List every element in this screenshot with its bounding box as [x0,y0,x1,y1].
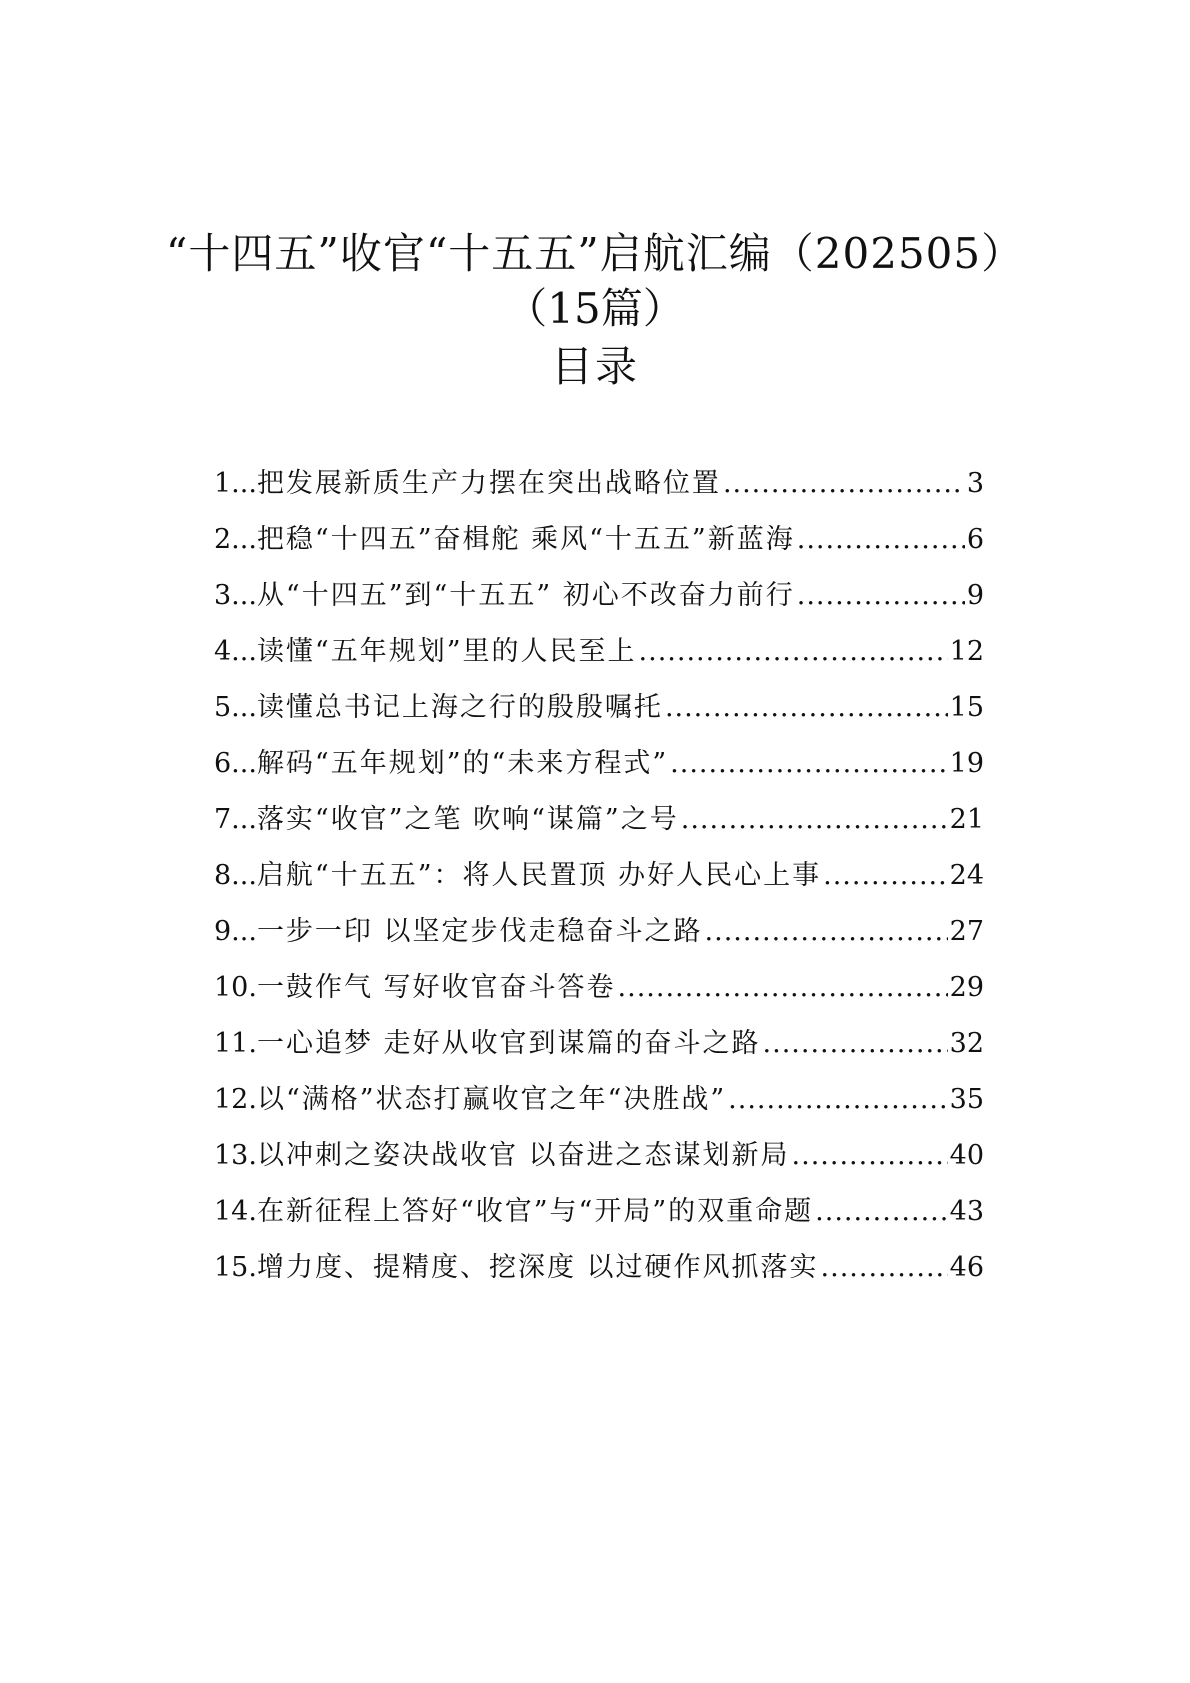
title-block [0,226,1190,398]
toc-entry-title: 启航“十五五”：将人民置顶 办好人民心上事 [256,860,822,891]
toc-entry[interactable] [214,1128,984,1184]
toc-entry-number: 1... [214,468,257,499]
toc-entry-title: 一鼓作气 写好收官奋斗答卷 [256,972,616,1003]
toc-entry-page-number: 40 [949,1140,984,1171]
toc-entry-page-number: 19 [949,748,984,779]
toc-entry-title: 在新征程上答好“收官”与“开局”的双重命题 [256,1196,814,1227]
toc-entry[interactable] [214,680,984,736]
toc-dot-leader [821,1240,948,1296]
toc-dot-leader [618,960,948,1016]
toc-heading: 目录 [550,342,639,391]
toc-entry-number: 4... [214,636,257,667]
toc-dot-leader [705,904,948,960]
toc-entry[interactable] [214,792,984,848]
document-title: “十四五”收官“十五五”启航汇编（202505） [165,229,1025,278]
toc-entry-title: 从“十四五”到“十五五” 初心不改奋力前行 [256,580,795,611]
toc-entry-number: 6... [214,748,257,779]
toc-entry-title: 一步一印 以坚定步伐走稳奋斗之路 [256,916,703,947]
toc-dot-leader [763,1016,948,1072]
toc-entry[interactable] [214,456,984,512]
toc-entry[interactable] [214,736,984,792]
toc-entry[interactable] [214,960,984,1016]
toc-entry-title: 以“满格”状态打赢收官之年“决胜战” [256,1084,727,1115]
toc-entry[interactable] [214,624,984,680]
toc-entry-page-number: 12 [949,636,984,667]
toc-entry-title: 解码“五年规划”的“未来方程式” [256,748,669,779]
toc-entry-number: 11. [214,1028,257,1059]
toc-entry-title: 读懂总书记上海之行的殷殷嘱托 [256,692,663,723]
toc-entry-page-number: 35 [949,1084,984,1115]
toc-entry-page-number: 21 [949,804,984,835]
toc-entry[interactable] [214,904,984,960]
toc-entry-number: 15. [214,1252,257,1283]
toc-entry-number: 14. [214,1196,257,1227]
toc-entry-number: 8... [214,860,257,891]
toc-dot-leader [792,1128,948,1184]
document-subtitle: （15篇） [505,284,685,333]
toc-entry-number: 3... [214,580,257,611]
toc-entry-title: 增力度、提精度、挖深度 以过硬作风抓落实 [256,1252,819,1283]
toc-entry-page-number: 32 [949,1028,984,1059]
toc-entry-number: 9... [214,916,257,947]
toc-dot-leader [823,848,948,904]
toc-entry[interactable] [214,1016,984,1072]
table-of-contents [214,456,984,1296]
toc-dot-leader [681,792,948,848]
toc-entry-title: 一心追梦 走好从收官到谋篇的奋斗之路 [256,1028,761,1059]
toc-entry[interactable] [214,1240,984,1296]
toc-entry-page-number: 15 [949,692,984,723]
toc-entry[interactable] [214,568,984,624]
toc-entry-page-number: 6 [966,524,984,555]
toc-dot-leader [723,456,965,512]
toc-entry-page-number: 27 [949,916,984,947]
toc-entry-number: 13. [214,1140,257,1171]
toc-entry-number: 7... [214,804,257,835]
toc-dot-leader [639,624,948,680]
toc-dot-leader [815,1184,947,1240]
toc-entry[interactable] [214,1072,984,1128]
toc-entry-title: 以冲刺之姿决战收官 以奋进之态谋划新局 [256,1140,790,1171]
toc-dot-leader [670,736,947,792]
toc-entry[interactable] [214,1184,984,1240]
toc-entry-page-number: 24 [949,860,984,891]
toc-dot-leader [665,680,948,736]
toc-entry-number: 2... [214,524,257,555]
toc-entry-number: 10. [214,972,257,1003]
toc-entry-page-number: 3 [966,468,984,499]
toc-entry[interactable] [214,512,984,568]
toc-entry-page-number: 46 [949,1252,984,1283]
toc-entry-title: 把发展新质生产力摆在突出战略位置 [256,468,721,499]
toc-entry-page-number: 9 [966,580,984,611]
toc-entry-page-number: 29 [949,972,984,1003]
toc-entry-number: 12. [214,1084,257,1115]
toc-dot-leader [797,568,965,624]
toc-entry[interactable] [214,848,984,904]
toc-entry-title: 把稳“十四五”奋楫舵 乘风“十五五”新蓝海 [256,524,795,555]
toc-entry-title: 读懂“五年规划”里的人民至上 [256,636,637,667]
toc-dot-leader [728,1072,947,1128]
toc-dot-leader [797,512,965,568]
toc-entry-number: 5... [214,692,257,723]
toc-entry-page-number: 43 [949,1196,984,1227]
toc-entry-title: 落实“收官”之笔 吹响“谋篇”之号 [256,804,679,835]
